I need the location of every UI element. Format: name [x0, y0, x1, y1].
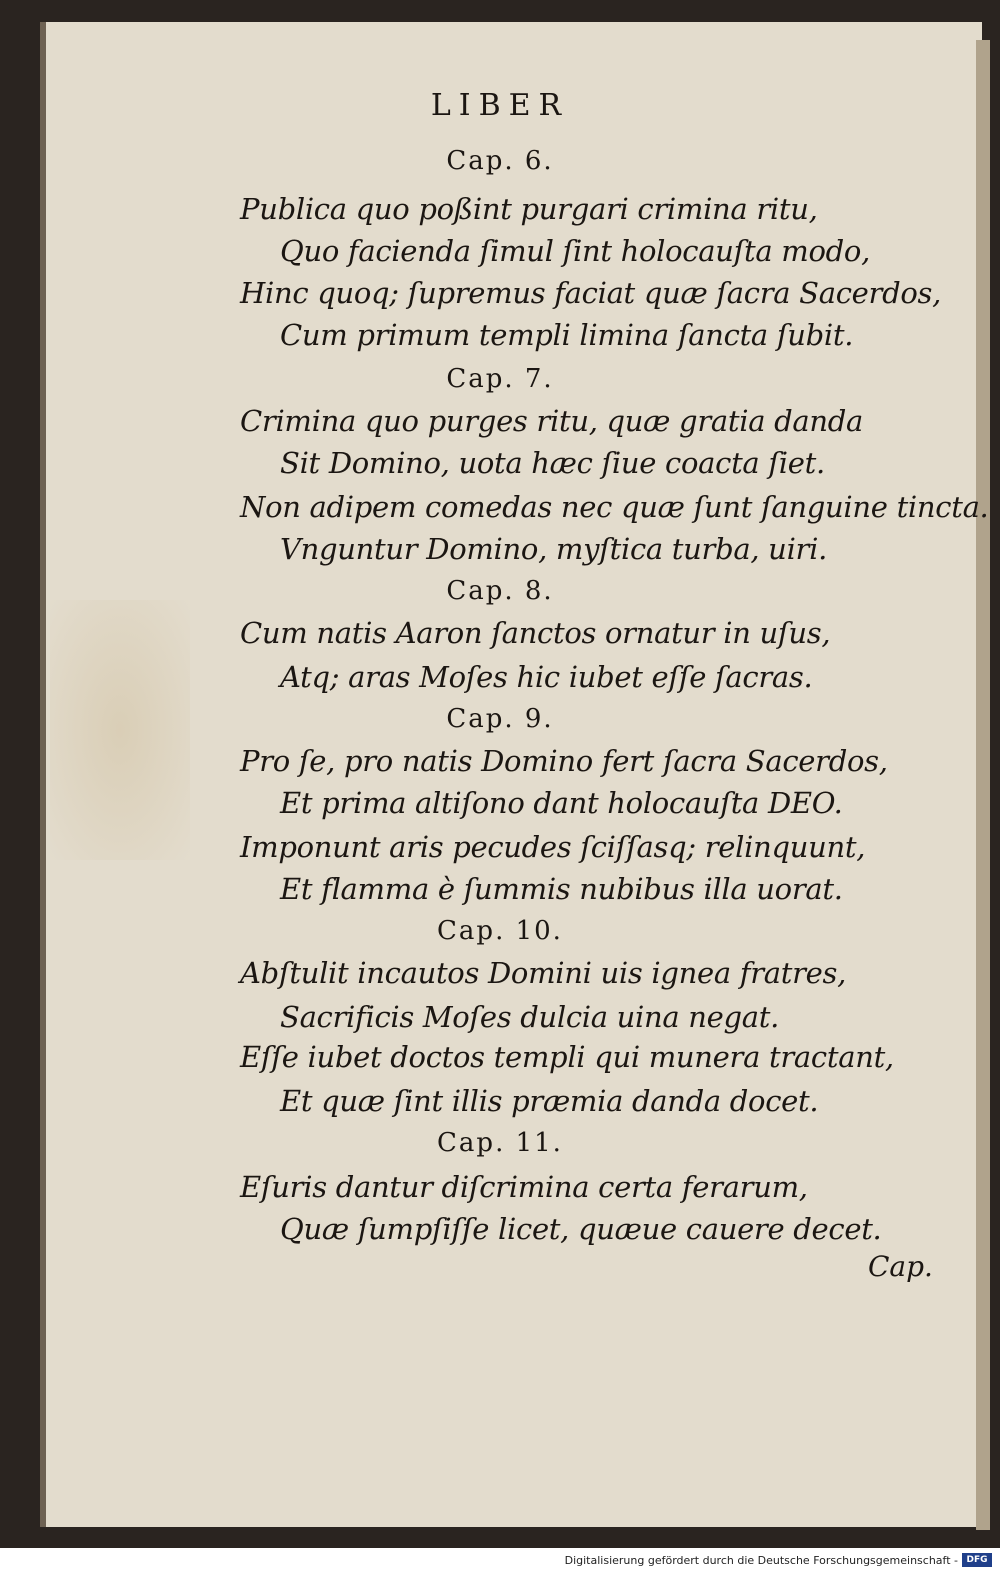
verse-line: Atq; aras Moſes hic iubet eſſe ſacras.: [280, 660, 813, 694]
verse-line: Cum natis Aaron ſanctos ornatur in uſus,: [240, 616, 831, 650]
verse-line: Imponunt aris pecudes ſciſſasq; relinquunt,: [240, 830, 866, 864]
chapter-heading: Cap. 10.: [437, 916, 563, 946]
catchword: Cap.: [868, 1250, 933, 1283]
verse-line: Abſtulit incautos Domini uis ignea fratres,: [240, 956, 847, 990]
verse-line: Crimina quo purges ritu, quæ gratia danda: [240, 404, 863, 438]
verse-line: Eſſe iubet doctos templi qui munera tractant,: [240, 1040, 894, 1074]
verse-line: Sacrificis Moſes dulcia uina negat.: [280, 1000, 780, 1034]
page-edge: [976, 40, 990, 1530]
verse-line: Et quæ ſint illis præmia danda docet.: [280, 1084, 819, 1118]
dfg-logo-icon: DFG: [962, 1553, 992, 1567]
verse-line: Non adipem comedas nec quæ ſunt ſanguine tincta.: [240, 490, 989, 524]
chapter-heading: Cap. 7.: [446, 364, 554, 394]
running-head: LIBER: [430, 88, 570, 123]
chapter-heading: Cap. 8.: [446, 576, 554, 606]
verse-line: Publica quo poßint purgari crimina ritu,: [240, 192, 818, 226]
verse-line: Pro ſe, pro natis Domino fert ſacra Sacerdos,: [240, 744, 888, 778]
verse-line: Hinc quoq; ſupremus faciat quæ ſacra Sacerdos,: [240, 276, 942, 310]
verse-line: Vnguntur Domino, myſtica turba, uiri.: [280, 532, 827, 566]
verse-line: Cum primum templi limina ſancta ſubit.: [280, 318, 854, 352]
verse-line: Et flamma è ſummis nubibus illa uorat.: [280, 872, 843, 906]
verse-line: Et prima altiſono dant holocauſta DEO.: [280, 786, 843, 820]
chapter-heading: Cap. 9.: [446, 704, 554, 734]
chapter-heading: Cap. 11.: [437, 1128, 563, 1158]
verse-line: Quo facienda ſimul ſint holocauſta modo,: [280, 234, 870, 268]
verse-line: Sit Domino, uota hæc ſiue coacta ſiet.: [280, 446, 825, 480]
chapter-heading: Cap. 6.: [446, 146, 554, 176]
funding-credit: Digitalisierung gefördert durch die Deutsche Forschungsgemeinschaft -: [564, 1554, 958, 1567]
verse-line: Eſuris dantur diſcrimina certa ferarum,: [240, 1170, 808, 1204]
verse-line: Quæ ſumpſiſſe licet, quæue cauere decet.: [280, 1212, 882, 1246]
